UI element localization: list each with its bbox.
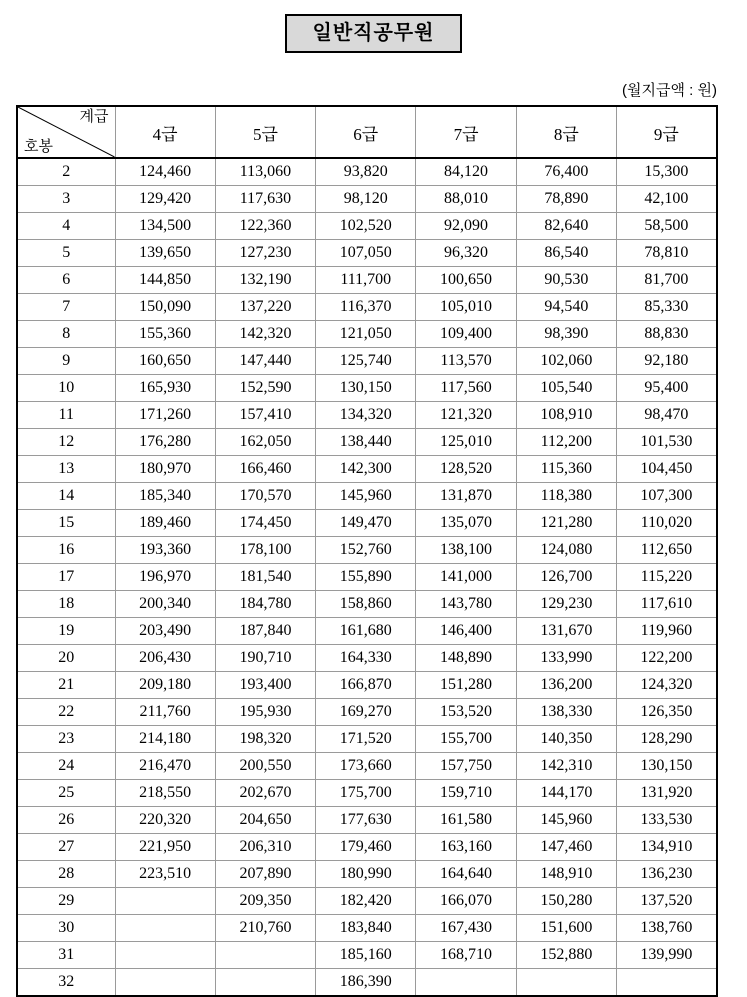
step-cell: 31 — [17, 942, 115, 969]
pay-cell: 92,090 — [416, 213, 516, 240]
pay-cell — [115, 915, 215, 942]
pay-cell: 135,070 — [416, 510, 516, 537]
pay-cell: 78,890 — [516, 186, 616, 213]
pay-cell: 88,830 — [616, 321, 716, 348]
pay-cell: 118,380 — [516, 483, 616, 510]
table-row — [17, 591, 717, 618]
pay-cell: 85,330 — [616, 294, 716, 321]
step-cell: 5 — [17, 240, 115, 267]
step-cell: 15 — [17, 510, 115, 537]
pay-cell: 170,570 — [215, 483, 315, 510]
pay-cell: 138,760 — [616, 915, 716, 942]
pay-cell: 93,820 — [316, 158, 416, 186]
pay-cell: 211,760 — [115, 699, 215, 726]
pay-cell: 117,610 — [616, 591, 716, 618]
pay-cell: 130,150 — [316, 375, 416, 402]
pay-cell: 193,400 — [215, 672, 315, 699]
pay-cell: 144,170 — [516, 780, 616, 807]
pay-cell: 162,050 — [215, 429, 315, 456]
step-cell: 22 — [17, 699, 115, 726]
pay-cell: 125,740 — [316, 348, 416, 375]
pay-cell: 209,180 — [115, 672, 215, 699]
pay-cell: 137,220 — [215, 294, 315, 321]
table-row — [17, 267, 717, 294]
table-row — [17, 888, 717, 915]
pay-cell: 112,200 — [516, 429, 616, 456]
pay-cell: 132,190 — [215, 267, 315, 294]
pay-cell: 105,010 — [416, 294, 516, 321]
pay-cell: 204,650 — [215, 807, 315, 834]
pay-cell: 223,510 — [115, 861, 215, 888]
pay-cell: 112,650 — [616, 537, 716, 564]
pay-cell: 104,450 — [616, 456, 716, 483]
pay-cell: 117,630 — [215, 186, 315, 213]
pay-cell: 147,460 — [516, 834, 616, 861]
pay-cell: 139,650 — [115, 240, 215, 267]
pay-cell: 150,090 — [115, 294, 215, 321]
table-row — [17, 429, 717, 456]
pay-cell: 165,930 — [115, 375, 215, 402]
pay-cell: 131,670 — [516, 618, 616, 645]
pay-cell: 163,160 — [416, 834, 516, 861]
pay-cell: 195,930 — [215, 699, 315, 726]
pay-cell: 152,590 — [215, 375, 315, 402]
pay-cell: 129,230 — [516, 591, 616, 618]
table-row — [17, 456, 717, 483]
table-row — [17, 969, 717, 997]
pay-cell: 98,120 — [316, 186, 416, 213]
corner-header-cell — [17, 106, 115, 158]
page-title: 일반직공무원 — [285, 14, 463, 53]
table-row — [17, 510, 717, 537]
pay-cell: 185,340 — [115, 483, 215, 510]
pay-cell: 138,100 — [416, 537, 516, 564]
step-cell: 19 — [17, 618, 115, 645]
step-cell: 4 — [17, 213, 115, 240]
pay-cell: 200,340 — [115, 591, 215, 618]
pay-cell: 134,500 — [115, 213, 215, 240]
table-row — [17, 402, 717, 429]
step-cell: 6 — [17, 267, 115, 294]
step-cell: 26 — [17, 807, 115, 834]
pay-cell: 166,460 — [215, 456, 315, 483]
pay-cell: 81,700 — [616, 267, 716, 294]
table-head — [17, 106, 717, 158]
step-cell: 11 — [17, 402, 115, 429]
pay-cell: 180,970 — [115, 456, 215, 483]
pay-cell: 107,300 — [616, 483, 716, 510]
pay-cell: 164,330 — [316, 645, 416, 672]
pay-cell: 101,530 — [616, 429, 716, 456]
pay-cell: 76,400 — [516, 158, 616, 186]
salary-table — [16, 105, 718, 997]
unit-note — [0, 79, 747, 100]
pay-cell: 144,850 — [115, 267, 215, 294]
pay-cell: 196,970 — [115, 564, 215, 591]
pay-cell: 203,490 — [115, 618, 215, 645]
header-row — [17, 106, 717, 158]
pay-cell: 182,420 — [316, 888, 416, 915]
pay-cell: 131,920 — [616, 780, 716, 807]
pay-cell: 202,670 — [215, 780, 315, 807]
pay-cell: 122,200 — [616, 645, 716, 672]
pay-cell: 218,550 — [115, 780, 215, 807]
step-cell: 12 — [17, 429, 115, 456]
corner-grade-label: 계급 — [79, 108, 109, 125]
pay-cell: 134,910 — [616, 834, 716, 861]
pay-cell: 84,120 — [416, 158, 516, 186]
pay-cell: 200,550 — [215, 753, 315, 780]
table-row — [17, 726, 717, 753]
pay-cell: 169,270 — [316, 699, 416, 726]
pay-cell: 100,650 — [416, 267, 516, 294]
pay-cell: 167,430 — [416, 915, 516, 942]
pay-cell: 180,990 — [316, 861, 416, 888]
pay-cell: 136,200 — [516, 672, 616, 699]
column-header-grade-5: 5급 — [215, 106, 315, 158]
pay-cell: 94,540 — [516, 294, 616, 321]
pay-cell: 115,220 — [616, 564, 716, 591]
table-row — [17, 158, 717, 186]
pay-cell: 209,350 — [215, 888, 315, 915]
pay-cell: 150,280 — [516, 888, 616, 915]
table-row — [17, 699, 717, 726]
table-row — [17, 348, 717, 375]
step-cell: 25 — [17, 780, 115, 807]
pay-cell: 177,630 — [316, 807, 416, 834]
pay-cell: 140,350 — [516, 726, 616, 753]
title-bar — [0, 0, 747, 53]
pay-cell: 155,360 — [115, 321, 215, 348]
table-row — [17, 483, 717, 510]
step-cell: 30 — [17, 915, 115, 942]
pay-cell — [115, 969, 215, 997]
column-header-grade-8: 8급 — [516, 106, 616, 158]
pay-cell: 96,320 — [416, 240, 516, 267]
table-row — [17, 915, 717, 942]
pay-cell: 142,310 — [516, 753, 616, 780]
step-cell: 16 — [17, 537, 115, 564]
pay-cell: 207,890 — [215, 861, 315, 888]
step-cell: 23 — [17, 726, 115, 753]
step-cell: 21 — [17, 672, 115, 699]
step-cell: 20 — [17, 645, 115, 672]
pay-cell: 111,700 — [316, 267, 416, 294]
pay-cell: 214,180 — [115, 726, 215, 753]
pay-cell: 152,760 — [316, 537, 416, 564]
pay-cell: 122,360 — [215, 213, 315, 240]
corner-step-label: 호봉 — [24, 137, 53, 155]
pay-cell: 138,440 — [316, 429, 416, 456]
table-row — [17, 240, 717, 267]
pay-cell: 148,890 — [416, 645, 516, 672]
pay-cell: 82,640 — [516, 213, 616, 240]
table-row — [17, 537, 717, 564]
table-row — [17, 672, 717, 699]
pay-cell: 121,280 — [516, 510, 616, 537]
pay-cell: 126,350 — [616, 699, 716, 726]
step-cell: 32 — [17, 969, 115, 997]
pay-cell: 102,520 — [316, 213, 416, 240]
pay-cell: 105,540 — [516, 375, 616, 402]
pay-cell: 164,640 — [416, 861, 516, 888]
pay-cell: 181,540 — [215, 564, 315, 591]
pay-cell — [416, 969, 516, 997]
pay-cell: 125,010 — [416, 429, 516, 456]
pay-cell: 173,660 — [316, 753, 416, 780]
pay-cell: 146,400 — [416, 618, 516, 645]
pay-cell: 174,450 — [215, 510, 315, 537]
table-row — [17, 294, 717, 321]
pay-cell — [215, 969, 315, 997]
pay-cell: 130,150 — [616, 753, 716, 780]
pay-cell: 151,600 — [516, 915, 616, 942]
pay-cell: 155,890 — [316, 564, 416, 591]
pay-cell: 153,520 — [416, 699, 516, 726]
table-row — [17, 780, 717, 807]
step-cell: 8 — [17, 321, 115, 348]
pay-cell: 193,360 — [115, 537, 215, 564]
pay-cell: 148,910 — [516, 861, 616, 888]
table-row — [17, 375, 717, 402]
step-cell: 17 — [17, 564, 115, 591]
table-row — [17, 753, 717, 780]
pay-cell — [516, 969, 616, 997]
pay-cell: 206,430 — [115, 645, 215, 672]
pay-cell: 157,750 — [416, 753, 516, 780]
step-cell: 27 — [17, 834, 115, 861]
pay-cell: 113,060 — [215, 158, 315, 186]
pay-cell: 113,570 — [416, 348, 516, 375]
pay-cell: 171,520 — [316, 726, 416, 753]
pay-cell: 121,050 — [316, 321, 416, 348]
step-cell: 9 — [17, 348, 115, 375]
pay-cell: 133,990 — [516, 645, 616, 672]
pay-cell: 184,780 — [215, 591, 315, 618]
table-body — [17, 158, 717, 996]
pay-cell — [115, 888, 215, 915]
pay-cell: 117,560 — [416, 375, 516, 402]
step-cell: 7 — [17, 294, 115, 321]
pay-cell: 124,320 — [616, 672, 716, 699]
pay-cell: 124,460 — [115, 158, 215, 186]
pay-cell: 142,300 — [316, 456, 416, 483]
column-header-grade-7: 7급 — [416, 106, 516, 158]
pay-cell: 110,020 — [616, 510, 716, 537]
step-cell: 10 — [17, 375, 115, 402]
step-cell: 24 — [17, 753, 115, 780]
pay-cell: 210,760 — [215, 915, 315, 942]
pay-cell: 78,810 — [616, 240, 716, 267]
column-header-grade-4: 4급 — [115, 106, 215, 158]
pay-cell: 157,410 — [215, 402, 315, 429]
pay-cell: 136,230 — [616, 861, 716, 888]
pay-cell: 145,960 — [316, 483, 416, 510]
pay-cell: 90,530 — [516, 267, 616, 294]
pay-cell: 206,310 — [215, 834, 315, 861]
pay-cell: 161,680 — [316, 618, 416, 645]
pay-cell: 186,390 — [316, 969, 416, 997]
pay-cell: 159,710 — [416, 780, 516, 807]
table-row — [17, 807, 717, 834]
pay-cell: 166,870 — [316, 672, 416, 699]
step-cell: 28 — [17, 861, 115, 888]
step-cell: 13 — [17, 456, 115, 483]
table-row — [17, 942, 717, 969]
pay-cell: 88,010 — [416, 186, 516, 213]
pay-cell: 155,700 — [416, 726, 516, 753]
pay-cell: 142,320 — [215, 321, 315, 348]
pay-cell: 115,360 — [516, 456, 616, 483]
pay-cell: 160,650 — [115, 348, 215, 375]
pay-cell: 183,840 — [316, 915, 416, 942]
step-cell: 29 — [17, 888, 115, 915]
pay-cell: 121,320 — [416, 402, 516, 429]
pay-cell: 161,580 — [416, 807, 516, 834]
pay-cell: 119,960 — [616, 618, 716, 645]
pay-cell: 133,530 — [616, 807, 716, 834]
pay-cell: 147,440 — [215, 348, 315, 375]
salary-table-container — [0, 105, 747, 997]
pay-cell: 95,400 — [616, 375, 716, 402]
pay-cell: 15,300 — [616, 158, 716, 186]
pay-cell: 179,460 — [316, 834, 416, 861]
pay-cell: 134,320 — [316, 402, 416, 429]
column-header-grade-6: 6급 — [316, 106, 416, 158]
pay-cell: 137,520 — [616, 888, 716, 915]
pay-cell: 216,470 — [115, 753, 215, 780]
table-row — [17, 645, 717, 672]
pay-cell — [616, 969, 716, 997]
pay-cell: 92,180 — [616, 348, 716, 375]
pay-cell: 129,420 — [115, 186, 215, 213]
pay-cell — [115, 942, 215, 969]
pay-cell: 116,370 — [316, 294, 416, 321]
pay-cell: 176,280 — [115, 429, 215, 456]
table-row — [17, 861, 717, 888]
step-cell: 18 — [17, 591, 115, 618]
pay-cell: 98,470 — [616, 402, 716, 429]
pay-cell: 198,320 — [215, 726, 315, 753]
table-row — [17, 618, 717, 645]
pay-cell: 102,060 — [516, 348, 616, 375]
step-cell: 2 — [17, 158, 115, 186]
table-row — [17, 564, 717, 591]
column-header-grade-9: 9급 — [616, 106, 716, 158]
step-cell: 3 — [17, 186, 115, 213]
pay-cell: 107,050 — [316, 240, 416, 267]
pay-cell: 42,100 — [616, 186, 716, 213]
pay-cell: 145,960 — [516, 807, 616, 834]
pay-cell: 187,840 — [215, 618, 315, 645]
pay-cell — [215, 942, 315, 969]
pay-cell: 149,470 — [316, 510, 416, 537]
pay-cell: 220,320 — [115, 807, 215, 834]
pay-cell: 151,280 — [416, 672, 516, 699]
table-row — [17, 213, 717, 240]
pay-cell: 168,710 — [416, 942, 516, 969]
pay-cell: 143,780 — [416, 591, 516, 618]
pay-cell: 128,290 — [616, 726, 716, 753]
pay-cell: 58,500 — [616, 213, 716, 240]
table-row — [17, 186, 717, 213]
step-cell: 14 — [17, 483, 115, 510]
pay-cell: 108,910 — [516, 402, 616, 429]
pay-cell: 166,070 — [416, 888, 516, 915]
pay-cell: 126,700 — [516, 564, 616, 591]
pay-cell: 189,460 — [115, 510, 215, 537]
pay-cell: 190,710 — [215, 645, 315, 672]
pay-cell: 175,700 — [316, 780, 416, 807]
pay-cell: 141,000 — [416, 564, 516, 591]
pay-cell: 128,520 — [416, 456, 516, 483]
pay-cell: 127,230 — [215, 240, 315, 267]
pay-cell: 221,950 — [115, 834, 215, 861]
table-row — [17, 321, 717, 348]
pay-cell: 98,390 — [516, 321, 616, 348]
pay-cell: 152,880 — [516, 942, 616, 969]
pay-cell: 139,990 — [616, 942, 716, 969]
pay-cell: 158,860 — [316, 591, 416, 618]
pay-cell: 171,260 — [115, 402, 215, 429]
pay-cell: 131,870 — [416, 483, 516, 510]
pay-cell: 86,540 — [516, 240, 616, 267]
pay-cell: 185,160 — [316, 942, 416, 969]
pay-cell: 138,330 — [516, 699, 616, 726]
pay-cell: 124,080 — [516, 537, 616, 564]
table-row — [17, 834, 717, 861]
pay-cell: 178,100 — [215, 537, 315, 564]
unit-note-text: (월지급액 : 원) — [622, 82, 717, 99]
pay-cell: 109,400 — [416, 321, 516, 348]
